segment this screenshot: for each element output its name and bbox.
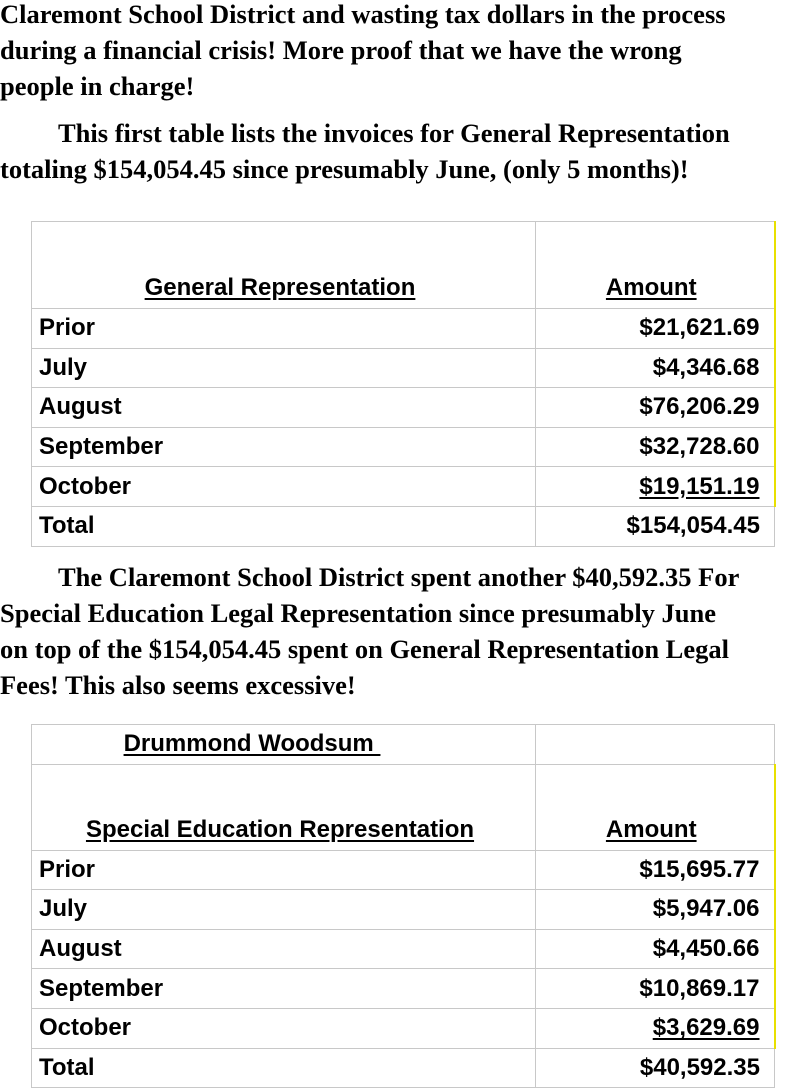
paragraph-line: on top of the $154,054.45 spent on General Representation Legal bbox=[0, 634, 729, 664]
intro-line: people in charge! bbox=[0, 71, 195, 101]
general-representation-paragraph bbox=[0, 115, 797, 187]
row-label: Total bbox=[32, 506, 536, 546]
special-education-paragraph bbox=[0, 559, 797, 703]
firm-name: Drummond Woodsum bbox=[32, 725, 536, 765]
table-row bbox=[32, 467, 775, 507]
empty-cell bbox=[536, 725, 775, 765]
row-label: Prior bbox=[32, 850, 536, 890]
table-row bbox=[32, 388, 775, 428]
row-label: Prior bbox=[32, 309, 536, 349]
paragraph-line: totaling $154,054.45 since presumably June, (only 5 months)! bbox=[0, 154, 689, 184]
table-row bbox=[32, 890, 775, 930]
row-amount: $154,054.45 bbox=[536, 506, 775, 546]
general-representation-table bbox=[31, 221, 776, 547]
paragraph-line: The Claremont School District spent another $40,592.35 For bbox=[58, 562, 740, 592]
paragraph-line: Fees! This also seems excessive! bbox=[0, 670, 356, 700]
row-amount: $21,621.69 bbox=[536, 309, 775, 349]
table-header-amount: Amount bbox=[536, 764, 775, 850]
table-header-row bbox=[32, 222, 775, 309]
table-header-label: General Representation bbox=[32, 222, 536, 309]
table-header-row bbox=[32, 764, 775, 850]
row-label: September bbox=[32, 427, 536, 467]
row-label: August bbox=[32, 929, 536, 969]
paragraph-line: This first table lists the invoices for General Representation bbox=[58, 118, 730, 148]
special-education-table bbox=[31, 724, 776, 1088]
row-label: September bbox=[32, 969, 536, 1009]
table-row bbox=[32, 969, 775, 1009]
row-amount: $15,695.77 bbox=[536, 850, 775, 890]
row-label: Total bbox=[32, 1048, 536, 1088]
table-total-row bbox=[32, 506, 775, 546]
row-label: October bbox=[32, 467, 536, 507]
row-amount: $4,450.66 bbox=[536, 929, 775, 969]
row-amount: $5,947.06 bbox=[536, 890, 775, 930]
row-amount: $10,869.17 bbox=[536, 969, 775, 1009]
table-row bbox=[32, 309, 775, 349]
table-header-amount: Amount bbox=[536, 222, 775, 309]
row-label: October bbox=[32, 1008, 536, 1048]
table-row bbox=[32, 850, 775, 890]
row-label: August bbox=[32, 388, 536, 428]
row-amount: $76,206.29 bbox=[536, 388, 775, 428]
table-row bbox=[32, 1008, 775, 1048]
table-header-label: Special Education Representation bbox=[32, 764, 536, 850]
table-row bbox=[32, 427, 775, 467]
row-amount: $4,346.68 bbox=[536, 348, 775, 388]
intro-line: Claremont School District and wasting tax dollars in the process bbox=[0, 0, 726, 29]
row-amount: $32,728.60 bbox=[536, 427, 775, 467]
row-amount: $3,629.69 bbox=[536, 1008, 775, 1048]
table-total-row bbox=[32, 1048, 775, 1088]
row-amount: $19,151.19 bbox=[536, 467, 775, 507]
table-row bbox=[32, 929, 775, 969]
intro-line: during a financial crisis! More proof that we have the wrong bbox=[0, 35, 682, 65]
row-label: July bbox=[32, 890, 536, 930]
intro-paragraph bbox=[0, 0, 797, 104]
paragraph-line: Special Education Legal Representation since presumably June bbox=[0, 598, 717, 628]
row-amount: $40,592.35 bbox=[536, 1048, 775, 1088]
table-firm-row bbox=[32, 725, 775, 765]
row-label: July bbox=[32, 348, 536, 388]
table-row bbox=[32, 348, 775, 388]
